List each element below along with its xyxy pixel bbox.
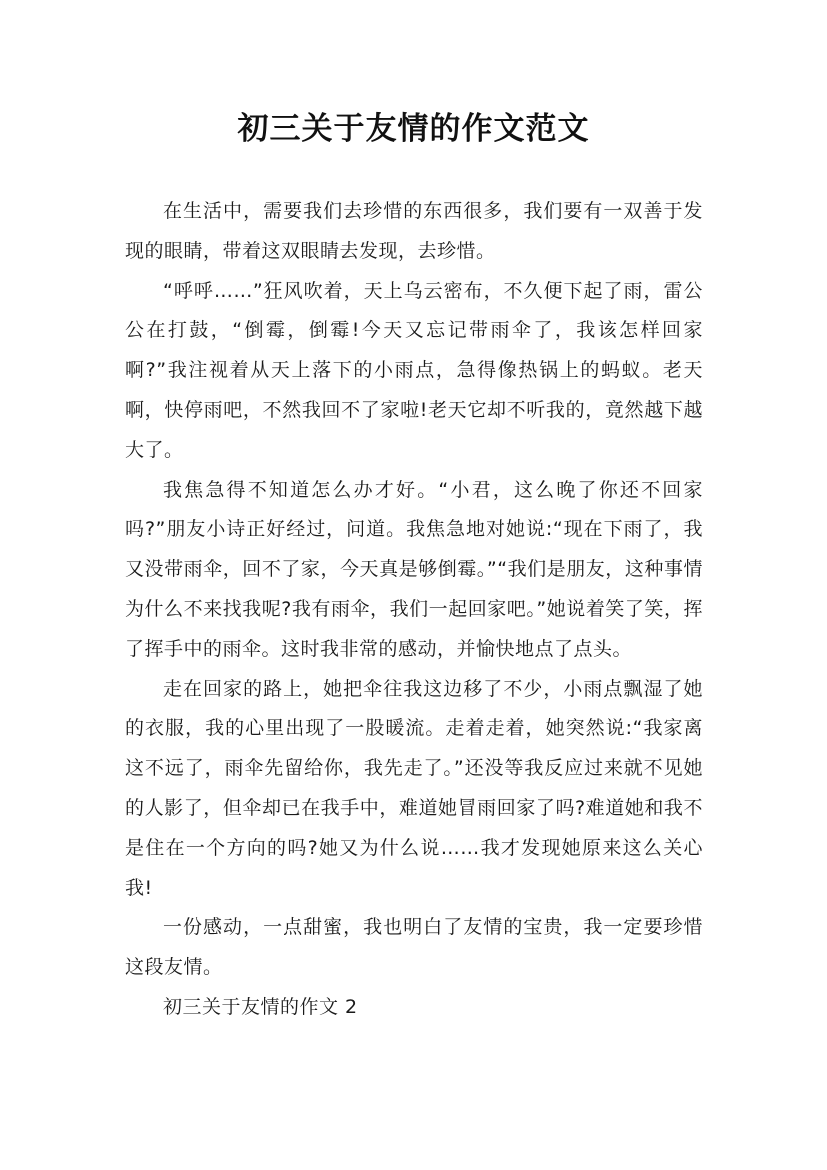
paragraph-4: 走在回家的路上，她把伞往我这边移了不少，小雨点飘湿了她的衣服，我的心里出现了一股暖流。走着走着，她突然说:“我家离这不远了，雨伞先留给你，我先走了。”还没等我反应过来就不见她的人影了，但伞却已在我手中，难道她冒雨回家了吗?难道她和我不是住在一个方向的吗?她又为什么说……我才发现她原来这么关心我! [125,677,703,899]
paragraph-3: 我焦急得不知道怎么办才好。“小君，这么晚了你还不回家吗?”朋友小诗正好经过，问道。我焦急地对她说:“现在下雨了，我又没带雨伞，回不了家，今天真是够倒霉。”“我们是朋友，这种事情为什么不来找我呢?我有雨伞，我们一起回家吧。”她说着笑了笑，挥了挥手中的雨伞。这时我非常的感动，并愉快地点了点头。 [125,478,703,660]
paragraph-1: 在生活中，需要我们去珍惜的东西很多，我们要有一双善于发现的眼睛，带着这双眼睛去发现，去珍惜。 [125,200,703,262]
document-body [125,192,703,1028]
paragraph-2: “呼呼……”狂风吹着，天上乌云密布，不久便下起了雨，雷公公在打鼓，“倒霉，倒霉!今天又忘记带雨伞了，我该怎样回家啊?”我注视着从天上落下的小雨点，急得像热锅上的蚂蚁。老天啊，快停雨吧，不然我回不了家啦!老天它却不听我的，竟然越下越大了。 [125,279,703,461]
document-title: 初三关于友情的作文范文 [237,111,590,147]
paragraph-5: 一份感动，一点甜蜜，我也明白了友情的宝贵，我一定要珍惜这段友情。 [125,916,703,979]
next-essay-heading: 初三关于友情的作文 2 [163,995,358,1018]
